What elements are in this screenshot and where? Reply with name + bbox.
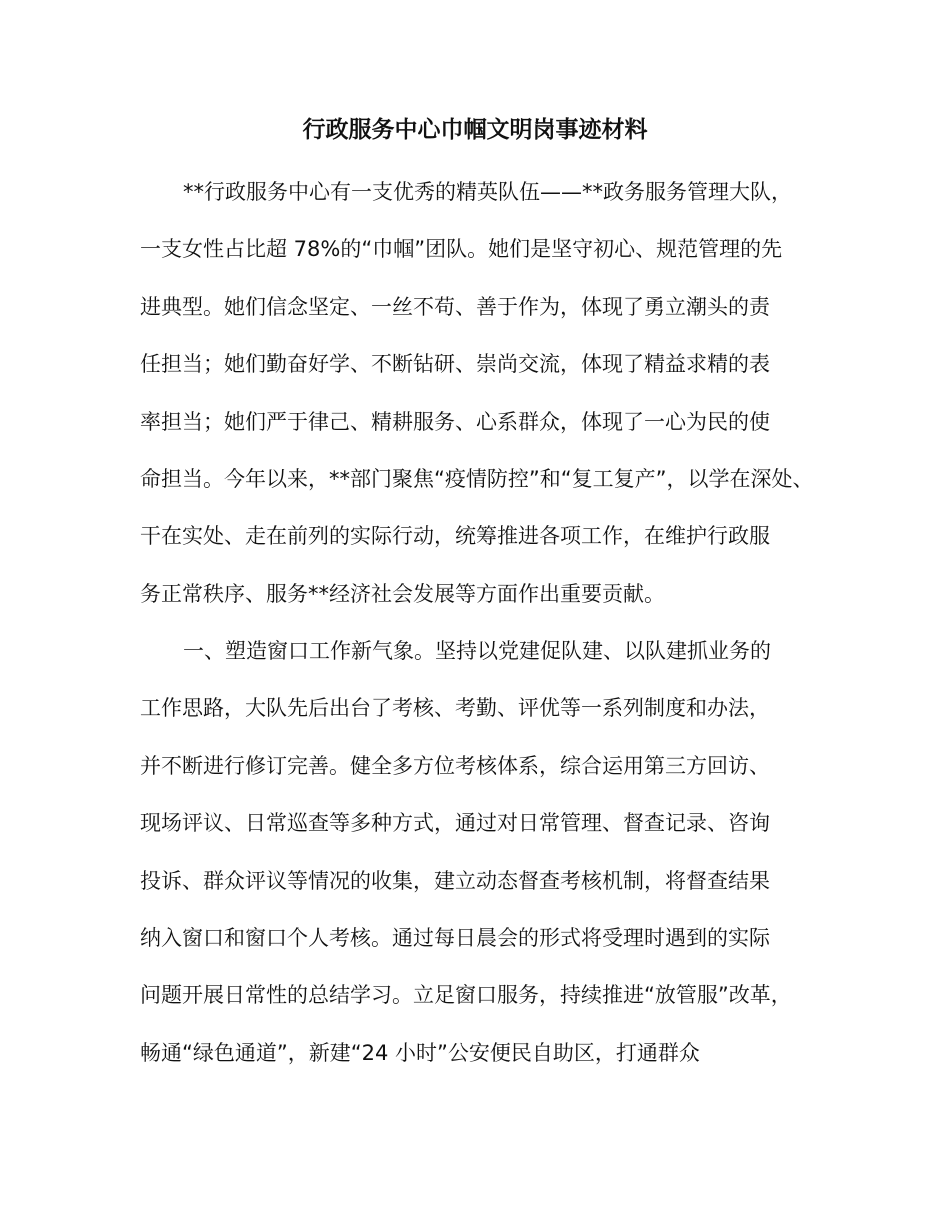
text-line: 一支女性占比超 78%的“巾帼”团队。她们是坚守初心、规范管理的先 (140, 237, 783, 262)
text-line: 现场评议、日常巡查等多种方式，通过对日常管理、督查记录、咨询 (140, 811, 770, 836)
paragraph-intro (140, 164, 840, 623)
text-line: 进典型。她们信念坚定、一丝不苟、善于作为，体现了勇立潮头的责 (140, 294, 770, 319)
text-line: 畅通“绿色通道”，新建“24 小时”公安便民自助区，打通群众 (140, 1040, 700, 1065)
paragraph-section-1 (140, 623, 840, 1082)
text-line: 纳入窗口和窗口个人考核。通过每日晨会的形式将受理时遇到的实际 (140, 925, 770, 950)
text-line: 问题开展日常性的总结学习。立足窗口服务，持续推进“放管服”改革， (140, 983, 792, 1008)
text-line: 率担当；她们严于律己、精耕服务、心系群众，体现了一心为民的使 (140, 409, 770, 434)
text-line: 工作思路，大队先后出台了考核、考勤、评优等一系列制度和办法， (140, 696, 770, 721)
text-line: **行政服务中心有一支优秀的精英队伍——**政务服务管理大队， (183, 180, 792, 204)
text-line: 投诉、群众评议等情况的收集，建立动态督查考核机制，将督查结果 (140, 868, 770, 893)
document-title: 行政服务中心巾帼文明岗事迹材料 (302, 117, 648, 143)
text-line: 命担当。今年以来，**部门聚焦“疫情防控”和“复工复产”，以学在深处、 (140, 466, 814, 491)
text-line: 任担当；她们勤奋好学、不断钻研、崇尚交流，体现了精益求精的表 (140, 352, 770, 377)
text-line: 并不断进行修订完善。健全多方位考核体系，综合运用第三方回访、 (140, 753, 770, 778)
text-line: 一、塑造窗口工作新气象。坚持以党建促队建、以队建抓业务的 (183, 639, 771, 663)
text-line: 干在实处、走在前列的实际行动，统筹推进各项工作，在维护行政服 (140, 524, 770, 549)
text-line: 务正常秩序、服务**经济社会发展等方面作出重要贡献。 (140, 581, 665, 606)
